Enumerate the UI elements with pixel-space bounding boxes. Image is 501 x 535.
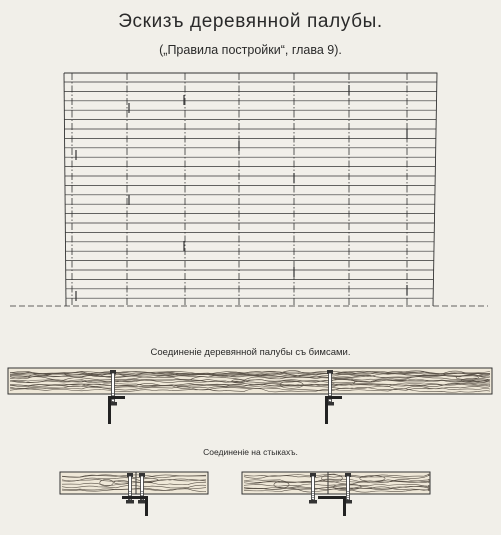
caption-beam-joint: Соединеніе деревянной палубы съ бимсами.: [150, 347, 351, 358]
beam-joint-section: [8, 368, 492, 424]
page-title: Эскизъ деревянной палубы.: [118, 11, 383, 32]
angle-bar-butt-left: [122, 496, 148, 516]
angle-bar-butt-right: [318, 496, 346, 516]
butt-joint-sections: [60, 472, 430, 516]
caption-butt-joint: Соединеніе на стыкахъ.: [203, 447, 298, 457]
deck-plan-sketch: [10, 73, 488, 306]
page-subtitle: („Правила постройки“, глава 9).: [159, 43, 342, 57]
angle-bar-left: [108, 396, 125, 424]
angle-bar-right: [325, 396, 342, 424]
